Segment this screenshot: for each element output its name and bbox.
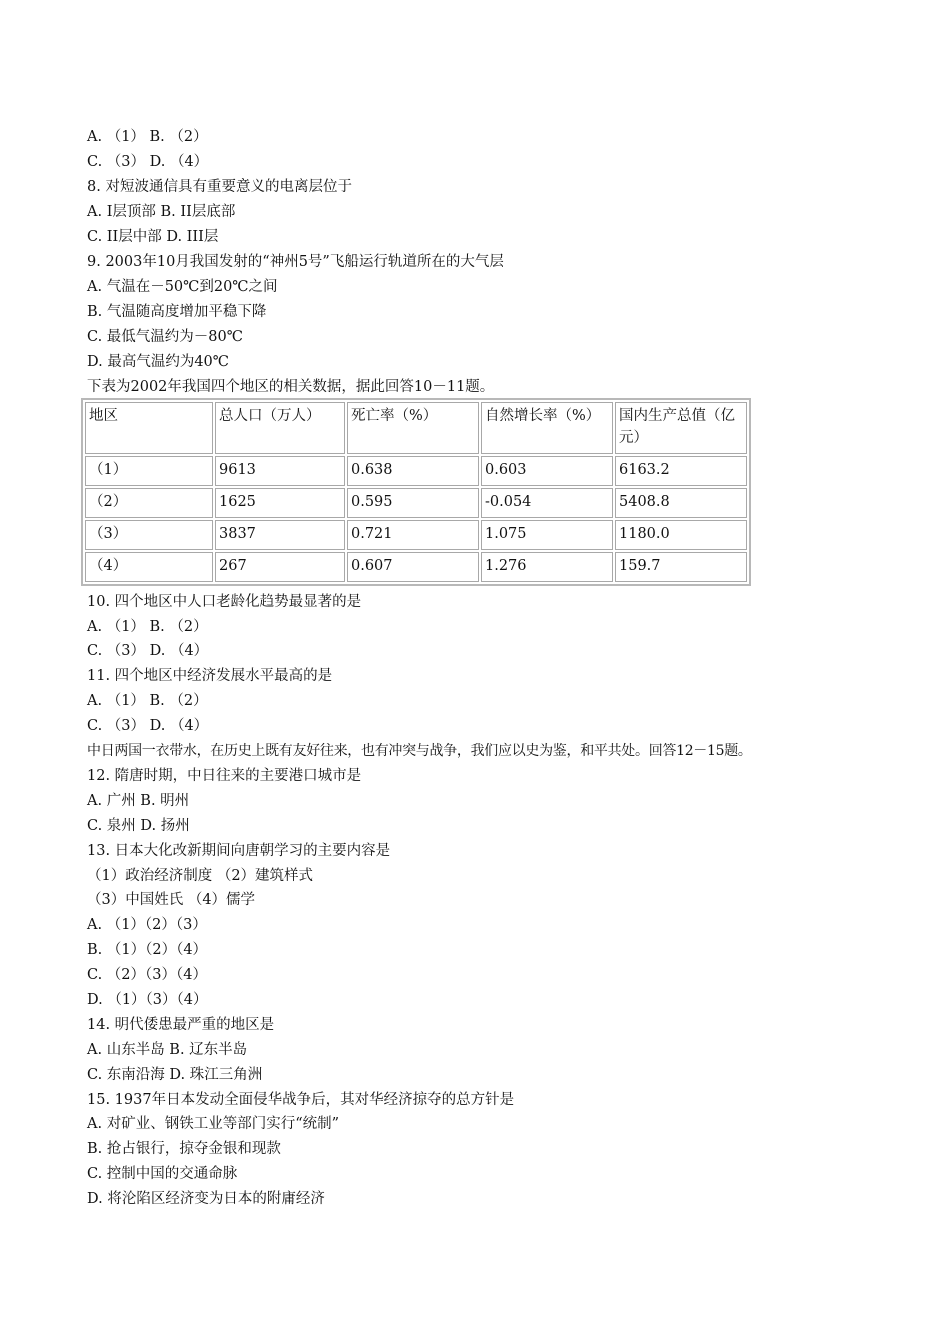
option-line: C. （3） D. （4） bbox=[87, 718, 209, 734]
option-line: C. 控制中国的交通命脉 bbox=[87, 1166, 238, 1182]
option-line: A. 山东半岛 B. 辽东半岛 bbox=[87, 1042, 248, 1058]
table-header-cell: 死亡率（%） bbox=[347, 402, 479, 454]
table-cell: 0.603 bbox=[481, 456, 613, 486]
table-cell: 3837 bbox=[215, 520, 345, 550]
option-line: A. 气温在－50℃到20℃之间 bbox=[87, 279, 278, 295]
question-11: 11. 四个地区中经济发展水平最高的是 bbox=[87, 668, 333, 684]
table-cell: 0.607 bbox=[347, 552, 479, 582]
table-cell: 6163.2 bbox=[615, 456, 747, 486]
question-10: 10. 四个地区中人口老龄化趋势最显著的是 bbox=[87, 594, 362, 610]
option-line: B. （1）（2）（4） bbox=[87, 942, 208, 958]
item-line: （1）政治经济制度 （2）建筑样式 bbox=[87, 868, 314, 884]
option-line: A. I层顶部 B. II层底部 bbox=[87, 204, 236, 220]
question-8: 8. 对短波通信具有重要意义的电离层位于 bbox=[87, 179, 352, 195]
option-line: C. （2）（3）（4） bbox=[87, 967, 207, 983]
table-header-cell: 国内生产总值（亿元） bbox=[615, 402, 747, 454]
table-row bbox=[85, 488, 747, 518]
table-cell: （2） bbox=[85, 488, 213, 518]
option-line: C. 东南沿海 D. 珠江三角洲 bbox=[87, 1067, 263, 1083]
option-line: C. 泉州 D. 扬州 bbox=[87, 818, 190, 834]
question-15: 15. 1937年日本发动全面侵华战争后，其对华经济掠夺的总方针是 bbox=[87, 1092, 515, 1108]
option-line: C. （3） D. （4） bbox=[87, 643, 209, 659]
table-cell: 1180.0 bbox=[615, 520, 747, 550]
option-line: A. 广州 B. 明州 bbox=[87, 793, 190, 809]
table-cell: -0.054 bbox=[481, 488, 613, 518]
option-line: A. 对矿业、钢铁工业等部门实行“统制” bbox=[87, 1116, 340, 1132]
table-header-cell: 自然增长率（%） bbox=[481, 402, 613, 454]
option-line: A. （1） B. （2） bbox=[87, 129, 208, 145]
table-cell: （4） bbox=[85, 552, 213, 582]
table-header-cell: 地区 bbox=[85, 402, 213, 454]
table-header-cell: 总人口（万人） bbox=[215, 402, 345, 454]
table-intro: 下表为2002年我国四个地区的相关数据，据此回答10－11题。 bbox=[87, 379, 495, 395]
table-cell: （3） bbox=[85, 520, 213, 550]
table-cell: （1） bbox=[85, 456, 213, 486]
option-line: A. （1） B. （2） bbox=[87, 693, 208, 709]
option-line: C. II层中部 D. III层 bbox=[87, 229, 219, 245]
item-line: （3）中国姓氏 （4）儒学 bbox=[87, 892, 256, 908]
option-line: D. （1）（3）（4） bbox=[87, 992, 208, 1008]
table-cell: 0.638 bbox=[347, 456, 479, 486]
option-line: A. （1）（2）（3） bbox=[87, 917, 207, 933]
option-line: B. 气温随高度增加平稳下降 bbox=[87, 304, 267, 320]
table-cell: 5408.8 bbox=[615, 488, 747, 518]
option-line: C. 最低气温约为－80℃ bbox=[87, 329, 243, 345]
table-header-row bbox=[85, 402, 747, 454]
question-12: 12. 隋唐时期，中日往来的主要港口城市是 bbox=[87, 768, 362, 784]
section-intro: 中日两国一衣带水，在历史上既有友好往来，也有冲突与战争，我们应以史为鉴，和平共处。回答12－15题。 bbox=[87, 743, 752, 759]
option-line: D. 将沦陷区经济变为日本的附庸经济 bbox=[87, 1191, 325, 1207]
table-row bbox=[85, 456, 747, 486]
option-line: B. 抢占银行，掠夺金银和现款 bbox=[87, 1141, 281, 1157]
table-cell: 1.075 bbox=[481, 520, 613, 550]
question-13: 13. 日本大化改新期间向唐朝学习的主要内容是 bbox=[87, 843, 391, 859]
option-line: D. 最高气温约为40℃ bbox=[87, 354, 229, 370]
question-9: 9. 2003年10月我国发射的“神州5号”飞船运行轨道所在的大气层 bbox=[87, 254, 504, 270]
table-cell: 0.595 bbox=[347, 488, 479, 518]
question-14: 14. 明代倭患最严重的地区是 bbox=[87, 1017, 275, 1033]
table-cell: 1625 bbox=[215, 488, 345, 518]
data-table bbox=[81, 398, 751, 586]
option-line: A. （1） B. （2） bbox=[87, 619, 208, 635]
option-line: C. （3） D. （4） bbox=[87, 154, 209, 170]
table-row bbox=[85, 520, 747, 550]
table-cell: 0.721 bbox=[347, 520, 479, 550]
table-cell: 267 bbox=[215, 552, 345, 582]
table-cell: 9613 bbox=[215, 456, 345, 486]
table-cell: 159.7 bbox=[615, 552, 747, 582]
table-cell: 1.276 bbox=[481, 552, 613, 582]
table-row bbox=[85, 552, 747, 582]
